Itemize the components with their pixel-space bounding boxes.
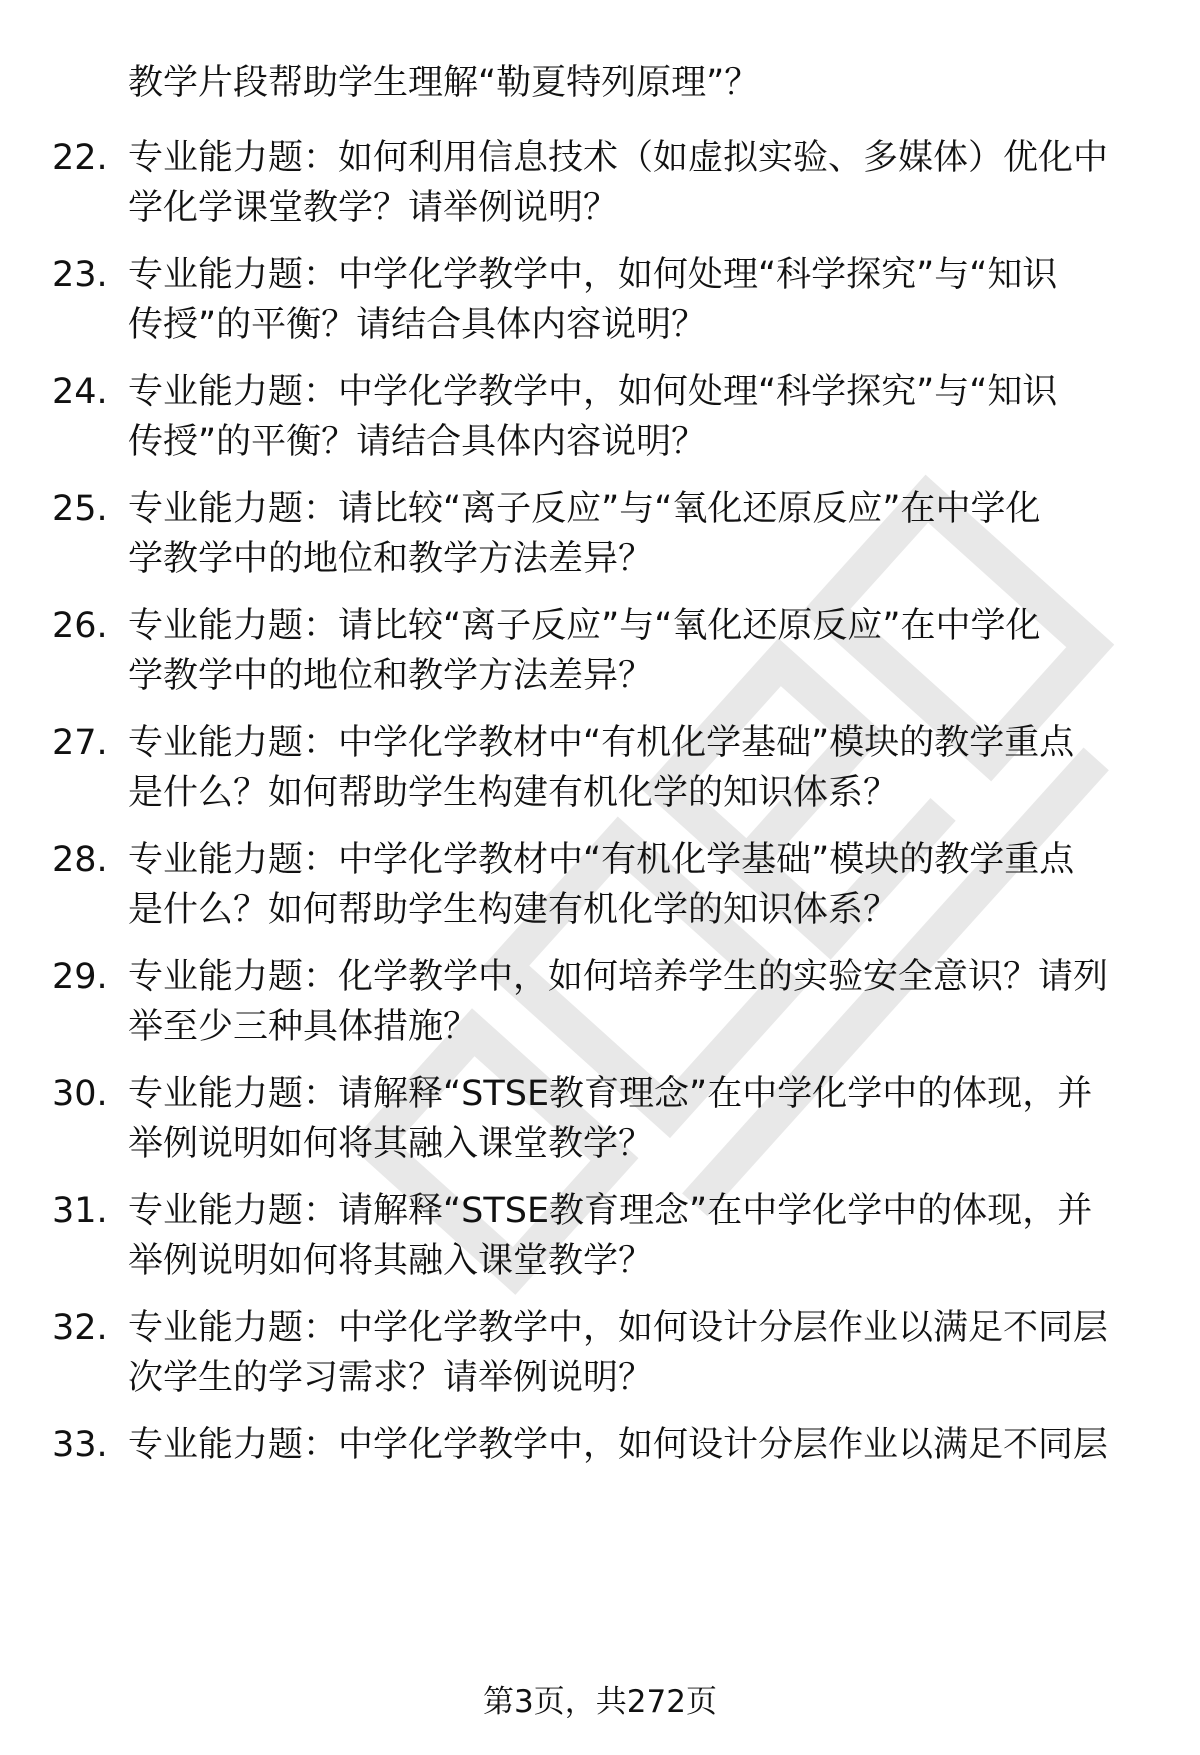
question-text bbox=[128, 601, 1148, 701]
question-text bbox=[128, 718, 1148, 818]
question-number: 25. bbox=[52, 489, 108, 529]
question-text-line: 专业能力题：中学化学教学中，如何设计分层作业以满足不同层 bbox=[128, 1425, 1109, 1465]
question-text-line: 专业能力题：化学教学中，如何培养学生的实验安全意识？请列 bbox=[128, 957, 1109, 997]
question-number: 26. bbox=[52, 606, 108, 646]
question-text-line: 专业能力题：中学化学教材中“有机化学基础”模块的教学重点 bbox=[128, 723, 1075, 763]
question-text bbox=[128, 952, 1148, 1052]
question-text-line: 专业能力题：中学化学教学中，如何设计分层作业以满足不同层 bbox=[128, 1308, 1109, 1348]
question-number: 32. bbox=[52, 1308, 108, 1348]
page-footer: 第3页，共272页 bbox=[483, 1684, 717, 1720]
question-text-line: 举例说明如何将其融入课堂教学？ bbox=[128, 1241, 654, 1281]
question-text bbox=[128, 133, 1148, 233]
continuation-line: 教学片段帮助学生理解“勒夏特列原理”？ bbox=[128, 63, 760, 103]
question-text-line: 专业能力题：请解释“STSE教育理念”在中学化学中的体现，并 bbox=[128, 1191, 1093, 1231]
question-text-line: 传授”的平衡？请结合具体内容说明？ bbox=[128, 305, 707, 345]
question-number: 24. bbox=[52, 372, 108, 412]
question-text bbox=[128, 1069, 1148, 1169]
question-text bbox=[128, 1420, 1148, 1470]
question-text-line: 专业能力题：请比较“离子反应”与“氧化还原反应”在中学化 bbox=[128, 606, 1041, 646]
question-text bbox=[128, 484, 1148, 584]
question-text-line: 专业能力题：请解释“STSE教育理念”在中学化学中的体现，并 bbox=[128, 1074, 1093, 1114]
question-text-line: 专业能力题：中学化学教学中，如何处理“科学探究”与“知识 bbox=[128, 372, 1058, 412]
question-number: 30. bbox=[52, 1074, 108, 1114]
question-number: 29. bbox=[52, 957, 108, 997]
question-text-line: 是什么？如何帮助学生构建有机化学的知识体系？ bbox=[128, 773, 899, 813]
question-text bbox=[128, 1303, 1148, 1403]
question-text bbox=[128, 1186, 1148, 1286]
question-text-line: 专业能力题：如何利用信息技术（如虚拟实验、多媒体）优化中 bbox=[128, 138, 1109, 178]
question-text-line: 举至少三种具体措施？ bbox=[128, 1007, 479, 1047]
question-number: 22. bbox=[52, 138, 108, 178]
question-text-line: 专业能力题：中学化学教学中，如何处理“科学探究”与“知识 bbox=[128, 255, 1058, 295]
question-text-line: 专业能力题：请比较“离子反应”与“氧化还原反应”在中学化 bbox=[128, 489, 1041, 529]
question-text-line: 次学生的学习需求？请举例说明？ bbox=[128, 1358, 654, 1398]
question-text bbox=[128, 835, 1148, 935]
question-text-line: 学教学中的地位和教学方法差异？ bbox=[128, 656, 654, 696]
question-text-line: 学化学课堂教学？请举例说明？ bbox=[128, 188, 619, 228]
question-number: 33. bbox=[52, 1425, 108, 1465]
question-text-line: 举例说明如何将其融入课堂教学？ bbox=[128, 1124, 654, 1164]
question-number: 23. bbox=[52, 255, 108, 295]
question-text bbox=[128, 367, 1148, 467]
question-text-line: 是什么？如何帮助学生构建有机化学的知识体系？ bbox=[128, 890, 899, 930]
question-text-line: 传授”的平衡？请结合具体内容说明？ bbox=[128, 422, 707, 462]
question-text bbox=[128, 250, 1148, 350]
question-text-line: 专业能力题：中学化学教材中“有机化学基础”模块的教学重点 bbox=[128, 840, 1075, 880]
question-number: 27. bbox=[52, 723, 108, 763]
question-number: 28. bbox=[52, 840, 108, 880]
question-number: 31. bbox=[52, 1191, 108, 1231]
question-text-line: 学教学中的地位和教学方法差异？ bbox=[128, 539, 654, 579]
